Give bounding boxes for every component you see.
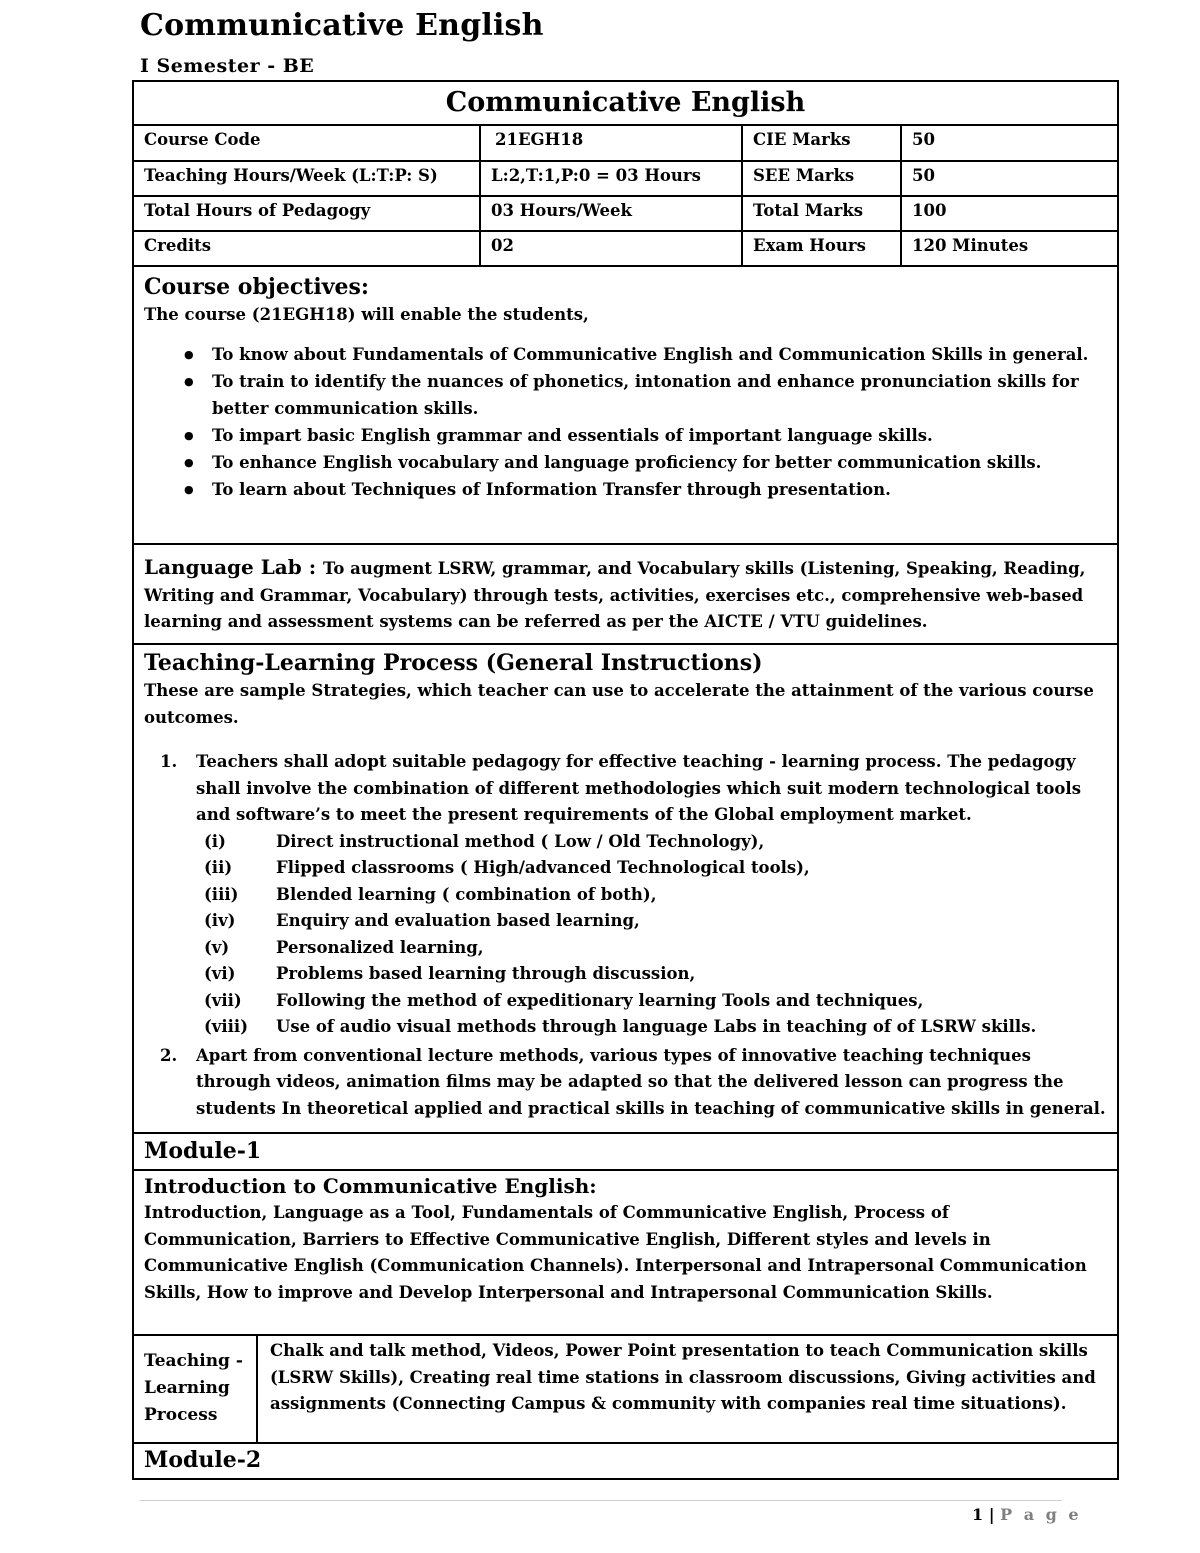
course-info-table	[134, 126, 1117, 267]
page-label: P a g e	[1000, 1505, 1082, 1524]
method-text: Blended learning ( combination of both),	[276, 884, 657, 904]
method-item	[196, 1014, 1107, 1041]
method-text: Enquiry and evaluation based learning,	[276, 911, 640, 930]
module1-content	[134, 1171, 1117, 1336]
course-info-label: SEE Marks	[742, 161, 901, 196]
teaching-strategies-list	[144, 749, 1107, 1122]
course-info-row	[134, 196, 1117, 231]
course-info-value: 50	[901, 126, 1117, 161]
course-objectives-section	[134, 266, 1117, 545]
strategy-text: Teachers shall adopt suitable pedagogy for effective teaching - learning process. The pedagogy shall involve the combination of different methodologies which suit modern technological tools and software’s to meet the present requirements of the Global employment market.	[196, 752, 1081, 824]
method-text: Problems based learning through discussion,	[276, 964, 696, 983]
method-numeral: (iv)	[204, 911, 236, 930]
method-text: Use of audio visual methods through language Labs in teaching of of LSRW skills.	[276, 1017, 1037, 1036]
course-info-label: CIE Marks	[742, 126, 901, 161]
method-numeral: (iii)	[204, 884, 239, 904]
course-info-label: Total Marks	[742, 196, 901, 231]
objective-item: ● To train to identify the nuances of phonetics, intonation and enhance pronunciation skills for better communication skills.	[144, 368, 1107, 422]
language-lab-heading: Language Lab :	[144, 555, 324, 579]
objectives-intro: The course (21EGH18) will enable the students,	[144, 305, 589, 324]
page-footer	[972, 1505, 1082, 1524]
module2-header	[134, 1444, 1117, 1480]
semester-label: I Semester - BE	[140, 55, 315, 77]
module1-heading: Module-1	[144, 1138, 262, 1164]
strategy-number: 2.	[160, 1045, 178, 1065]
course-title: Communicative English	[134, 82, 1117, 126]
footer-divider	[140, 1500, 1062, 1501]
module1-teaching-process	[134, 1336, 1117, 1444]
method-numeral: (vii)	[204, 990, 242, 1010]
document-title: Communicative English	[140, 8, 544, 43]
module1-header	[134, 1134, 1117, 1171]
objective-item: ● To know about Fundamentals of Communicative English and Communication Skills in general.	[144, 341, 1107, 368]
method-numeral: (ii)	[204, 858, 233, 877]
method-text: Direct instructional method ( Low / Old Technology),	[276, 831, 765, 851]
method-numeral: (v)	[204, 937, 230, 957]
course-info-label: Teaching Hours/Week (L:T:P: S)	[134, 161, 480, 196]
method-text: Flipped classrooms ( High/advanced Technological tools),	[276, 858, 810, 877]
teaching-learning-intro: These are sample Strategies, which teacher can use to accelerate the attainment of the various course outcomes.	[144, 681, 1094, 727]
course-info-row	[134, 126, 1117, 161]
method-item	[196, 855, 1107, 882]
tlp-label: Teaching - Learning Process	[134, 1336, 258, 1442]
strategy-item	[144, 1043, 1107, 1123]
method-item	[196, 961, 1107, 988]
course-info-value: 120 Minutes	[901, 231, 1117, 266]
course-info-value: L:2,T:1,P:0 = 03 Hours	[480, 161, 742, 196]
objective-item: ● To impart basic English grammar and essentials of important language skills.	[144, 422, 1107, 449]
course-info-row	[134, 231, 1117, 266]
page-number: 1	[972, 1505, 984, 1524]
method-item	[196, 935, 1107, 962]
page-separator: |	[983, 1505, 1001, 1524]
method-list	[196, 829, 1107, 1041]
method-text: Personalized learning,	[276, 937, 484, 957]
method-item	[196, 988, 1107, 1015]
strategy-text: Apart from conventional lecture methods, various types of innovative teaching techniques through videos, animation films may be adapted so that the delivered lesson can progress the students In theoretical applied and practical skills in teaching of communicative skills in general.	[196, 1045, 1106, 1118]
module1-subheading: Introduction to Communicative English:	[144, 1174, 597, 1198]
language-lab-section	[134, 545, 1117, 645]
course-info-label: Total Hours of Pedagogy	[134, 196, 480, 231]
teaching-learning-heading: Teaching-Learning Process (General Instructions)	[144, 650, 763, 676]
course-info-label: Exam Hours	[742, 231, 901, 266]
objective-item: ● To enhance English vocabulary and language proficiency for better communication skills.	[144, 449, 1107, 476]
course-info-value: 50	[901, 161, 1117, 196]
course-info-value: 03 Hours/Week	[480, 196, 742, 231]
method-numeral: (i)	[204, 831, 226, 851]
objective-item: ● To learn about Techniques of Information Transfer through presentation.	[144, 476, 1107, 503]
tlp-text: Chalk and talk method, Videos, Power Point presentation to teach Communication skills (LSRW Skills), Creating real time stations in classroom discussions, Giving activities and assignments (Connecting Campus & community with companies real time situations).	[270, 1341, 1096, 1413]
objectives-list	[144, 341, 1107, 503]
method-item	[196, 882, 1107, 909]
language-lab-text: To augment LSRW, grammar, and Vocabulary skills (Listening, Speaking, Reading, Writing and Grammar, Vocabulary) through tests, activities, exercises etc., comprehensive web-based learning and assessment systems can be referred as per the AICTE / VTU guidelines.	[144, 559, 1086, 631]
strategy-item	[144, 749, 1107, 1041]
course-info-value: 02	[480, 231, 742, 266]
course-info-value: 21EGH18	[480, 126, 742, 161]
course-info-label: Course Code	[134, 126, 480, 161]
course-info-label: Credits	[134, 231, 480, 266]
method-item	[196, 829, 1107, 856]
module1-text: Introduction, Language as a Tool, Fundamentals of Communicative English, Process of Communication, Barriers to Effective Communicative English, Different styles and levels in Communicative English (Communication Channels). Interpersonal and Intrapersonal Communication Skills, How to improve and Develop Interpersonal and Intrapersonal Communication Skills.	[144, 1203, 1087, 1302]
method-numeral: (vi)	[204, 964, 236, 983]
method-text: Following the method of expeditionary learning Tools and techniques,	[276, 990, 924, 1010]
course-info-value: 100	[901, 196, 1117, 231]
teaching-learning-section	[134, 645, 1117, 1134]
objectives-heading: Course objectives:	[144, 274, 370, 300]
module2-heading: Module-2	[144, 1447, 262, 1473]
strategy-number: 1.	[160, 752, 178, 771]
syllabus-frame	[132, 80, 1119, 1480]
method-item	[196, 908, 1107, 935]
course-info-row	[134, 161, 1117, 196]
method-numeral: (viii)	[204, 1017, 249, 1036]
